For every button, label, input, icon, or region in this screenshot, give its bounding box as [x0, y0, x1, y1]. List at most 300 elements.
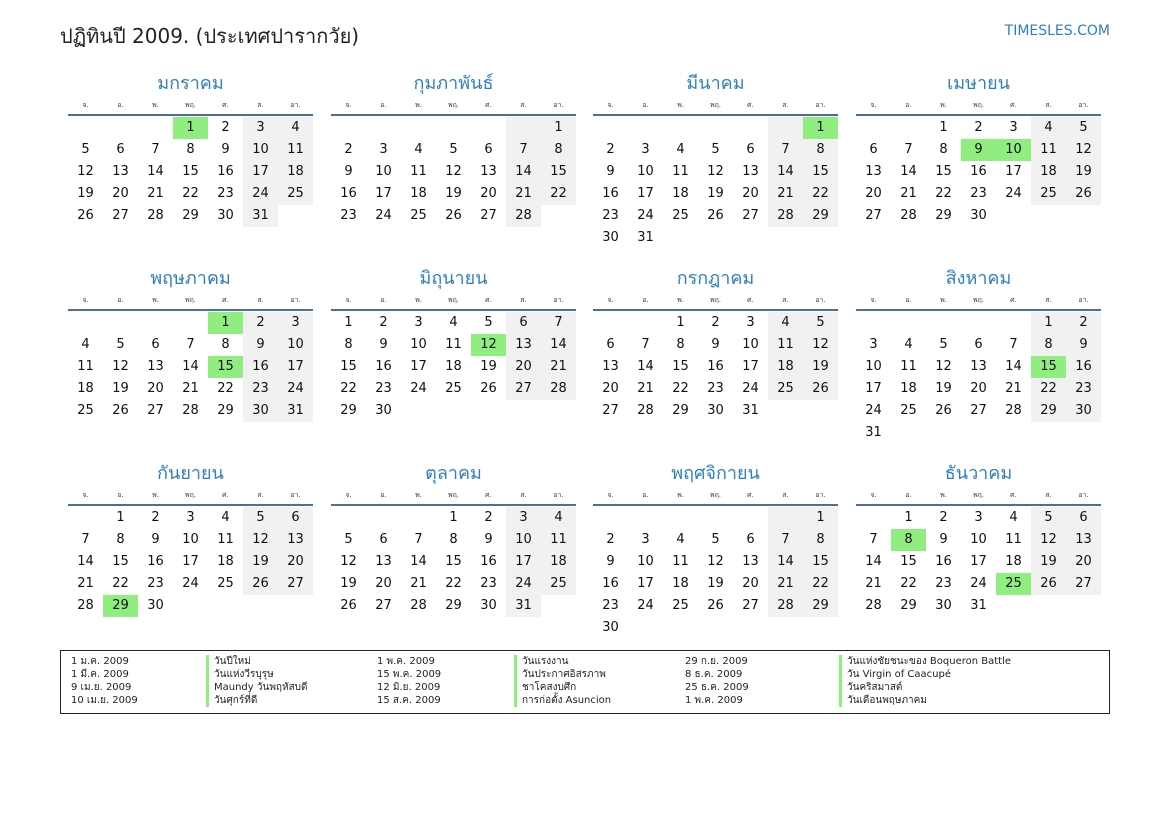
day-cell[interactable]: 30 — [970, 208, 987, 223]
day-cell[interactable]: 11 — [900, 359, 917, 374]
day-cell[interactable]: 30 — [375, 403, 392, 418]
day-cell[interactable]: 28 — [147, 208, 164, 223]
day-cell[interactable]: 9 — [221, 142, 230, 157]
day-cell[interactable]: 18 — [900, 381, 917, 396]
day-cell[interactable]: 5 — [711, 142, 720, 157]
day-cell[interactable]: 12 — [243, 529, 278, 551]
day-cell[interactable]: 14 — [1005, 359, 1022, 374]
day-cell[interactable]: 21 — [541, 356, 576, 378]
day-cell[interactable]: 6 — [606, 337, 615, 352]
day-cell[interactable]: 26 — [340, 598, 357, 613]
day-cell[interactable]: 13 — [865, 164, 882, 179]
day-cell[interactable]: 22 — [182, 186, 199, 201]
day-cell[interactable]: 12 — [340, 554, 357, 569]
day-cell[interactable]: 26 — [803, 378, 838, 400]
day-cell[interactable]: 10 — [970, 532, 987, 547]
day-cell[interactable]: 30 — [217, 208, 234, 223]
day-cell[interactable]: 27 — [506, 378, 541, 400]
day-cell[interactable]: 10 — [637, 164, 654, 179]
day-cell[interactable]: 23 — [935, 576, 952, 591]
day-cell[interactable]: 28 — [541, 378, 576, 400]
day-cell[interactable]: 24 — [970, 576, 987, 591]
day-cell[interactable]: 2 — [606, 142, 615, 157]
day-cell[interactable]: 25 — [900, 403, 917, 418]
day-cell[interactable]: 16 — [602, 186, 619, 201]
day-cell[interactable]: 9 — [606, 164, 615, 179]
day-cell[interactable]: 27 — [970, 403, 987, 418]
day-cell[interactable]: 17 — [375, 186, 392, 201]
day-cell[interactable]: 16 — [1066, 356, 1101, 378]
day-cell[interactable]: 29 — [445, 598, 462, 613]
day-cell[interactable]: 21 — [147, 186, 164, 201]
day-cell[interactable]: 6 — [484, 142, 493, 157]
day-cell[interactable]: 1 — [1031, 312, 1066, 334]
day-cell[interactable]: 29 — [672, 403, 689, 418]
day-cell[interactable]: 8 — [803, 139, 838, 161]
day-cell[interactable]: 29 — [340, 403, 357, 418]
day-cell[interactable]: 2 — [221, 120, 230, 135]
day-cell[interactable]: 26 — [112, 403, 129, 418]
day-cell[interactable]: 13 — [112, 164, 129, 179]
day-cell[interactable]: 7 — [869, 532, 878, 547]
day-cell[interactable]: 8 — [449, 532, 458, 547]
day-cell[interactable]: 3 — [506, 507, 541, 529]
day-cell[interactable]: 18 — [672, 186, 689, 201]
day-cell[interactable]: 5 — [803, 312, 838, 334]
day-cell[interactable]: 29 — [182, 208, 199, 223]
day-cell[interactable]: 7 — [904, 142, 913, 157]
day-cell[interactable]: 12 — [707, 554, 724, 569]
day-cell[interactable]: 24 — [410, 381, 427, 396]
day-cell[interactable]: 28 — [77, 598, 94, 613]
day-cell[interactable]: 19 — [1031, 551, 1066, 573]
day-cell[interactable]: 25 — [672, 208, 689, 223]
day-cell[interactable]: 23 — [217, 186, 234, 201]
day-cell[interactable]: 19 — [707, 576, 724, 591]
day-cell[interactable]: 28 — [506, 205, 541, 227]
day-cell[interactable]: 21 — [410, 576, 427, 591]
day-cell[interactable]: 4 — [278, 117, 313, 139]
day-cell[interactable]: 8 — [541, 139, 576, 161]
day-cell[interactable]: 24 — [637, 208, 654, 223]
day-cell[interactable]: 1 — [116, 510, 125, 525]
day-cell[interactable]: 5 — [81, 142, 90, 157]
day-cell[interactable]: 2 — [379, 315, 388, 330]
day-cell[interactable]: 21 — [637, 381, 654, 396]
day-cell[interactable]: 5 — [1066, 117, 1101, 139]
day-cell[interactable]: 27 — [480, 208, 497, 223]
day-cell[interactable]: 18 — [77, 381, 94, 396]
day-cell[interactable]: 19 — [340, 576, 357, 591]
day-cell[interactable]: 16 — [707, 359, 724, 374]
day-cell[interactable]: 22 — [803, 183, 838, 205]
day-cell[interactable]: 23 — [340, 208, 357, 223]
day-cell[interactable]: 29 — [217, 403, 234, 418]
day-cell[interactable]: 18 — [278, 161, 313, 183]
day-cell[interactable]: 8 — [939, 142, 948, 157]
day-cell[interactable]: 12 — [935, 359, 952, 374]
day-cell[interactable]: 20 — [602, 381, 619, 396]
day-cell[interactable]: 27 — [278, 573, 313, 595]
day-cell[interactable]: 15 — [541, 161, 576, 183]
day-cell[interactable]: 6 — [151, 337, 160, 352]
day-cell[interactable]: 8 — [344, 337, 353, 352]
day-cell[interactable]: 18 — [1005, 554, 1022, 569]
day-cell[interactable]: 20 — [375, 576, 392, 591]
day-cell[interactable]: 25 — [445, 381, 462, 396]
day-cell[interactable]: 14 — [506, 161, 541, 183]
day-cell[interactable]: 21 — [768, 183, 803, 205]
day-cell[interactable]: 24 — [1005, 186, 1022, 201]
day-cell[interactable]: 4 — [81, 337, 90, 352]
day-cell[interactable]: 24 — [278, 378, 313, 400]
day-cell[interactable]: 14 — [410, 554, 427, 569]
day-cell[interactable]: 16 — [970, 164, 987, 179]
day-cell[interactable]: 5 — [484, 315, 493, 330]
day-cell[interactable]: 27 — [112, 208, 129, 223]
day-cell[interactable]: 19 — [803, 356, 838, 378]
day-cell[interactable]: 8 — [221, 337, 230, 352]
day-cell[interactable]: 24 — [637, 598, 654, 613]
day-cell[interactable]: 13 — [742, 554, 759, 569]
day-cell[interactable]: 16 — [147, 554, 164, 569]
day-cell[interactable]: 1 — [939, 120, 948, 135]
day-cell[interactable]: 6 — [506, 312, 541, 334]
day-cell[interactable]: 7 — [541, 312, 576, 334]
day-cell[interactable]: 25 — [1031, 183, 1066, 205]
day-cell[interactable]: 22 — [112, 576, 129, 591]
day-cell[interactable]: 19 — [707, 186, 724, 201]
day-cell[interactable]: 14 — [77, 554, 94, 569]
day-cell[interactable]: 13 — [375, 554, 392, 569]
day-cell[interactable]: 3 — [414, 315, 423, 330]
day-cell[interactable]: 1 — [449, 510, 458, 525]
day-cell[interactable]: 14 — [147, 164, 164, 179]
day-cell[interactable]: 1 — [803, 117, 838, 139]
day-cell[interactable]: 26 — [935, 403, 952, 418]
day-cell[interactable]: 26 — [707, 598, 724, 613]
day-cell[interactable]: 9 — [344, 164, 353, 179]
day-cell[interactable]: 12 — [803, 334, 838, 356]
day-cell[interactable]: 16 — [375, 359, 392, 374]
day-cell[interactable]: 8 — [1031, 334, 1066, 356]
day-cell[interactable]: 1 — [173, 117, 208, 139]
day-cell[interactable]: 18 — [672, 576, 689, 591]
day-cell[interactable]: 8 — [116, 532, 125, 547]
day-cell[interactable]: 12 — [77, 164, 94, 179]
day-cell[interactable]: 20 — [1066, 551, 1101, 573]
day-cell[interactable]: 28 — [768, 595, 803, 617]
day-cell[interactable]: 19 — [112, 381, 129, 396]
day-cell[interactable]: 6 — [869, 142, 878, 157]
day-cell[interactable]: 30 — [707, 403, 724, 418]
day-cell[interactable]: 6 — [379, 532, 388, 547]
day-cell[interactable]: 10 — [996, 139, 1031, 161]
day-cell[interactable]: 20 — [506, 356, 541, 378]
day-cell[interactable]: 21 — [182, 381, 199, 396]
day-cell[interactable]: 30 — [602, 620, 619, 635]
day-cell[interactable]: 23 — [602, 598, 619, 613]
day-cell[interactable]: 7 — [186, 337, 195, 352]
day-cell[interactable]: 20 — [278, 551, 313, 573]
day-cell[interactable]: 22 — [803, 573, 838, 595]
day-cell[interactable]: 27 — [865, 208, 882, 223]
day-cell[interactable]: 17 — [278, 356, 313, 378]
day-cell[interactable]: 17 — [637, 576, 654, 591]
day-cell[interactable]: 2 — [939, 510, 948, 525]
day-cell[interactable]: 13 — [742, 164, 759, 179]
day-cell[interactable]: 22 — [672, 381, 689, 396]
day-cell[interactable]: 10 — [375, 164, 392, 179]
day-cell[interactable]: 15 — [900, 554, 917, 569]
day-cell[interactable]: 23 — [1066, 378, 1101, 400]
day-cell[interactable]: 11 — [1031, 139, 1066, 161]
day-cell[interactable]: 24 — [375, 208, 392, 223]
day-cell[interactable]: 11 — [672, 164, 689, 179]
day-cell[interactable]: 7 — [81, 532, 90, 547]
day-cell[interactable]: 10 — [278, 334, 313, 356]
day-cell[interactable]: 31 — [865, 425, 882, 440]
day-cell[interactable]: 23 — [147, 576, 164, 591]
day-cell[interactable]: 18 — [445, 359, 462, 374]
day-cell[interactable]: 8 — [891, 529, 926, 551]
day-cell[interactable]: 20 — [865, 186, 882, 201]
day-cell[interactable]: 29 — [103, 595, 138, 617]
day-cell[interactable]: 21 — [768, 573, 803, 595]
day-cell[interactable]: 11 — [445, 337, 462, 352]
day-cell[interactable]: 29 — [803, 205, 838, 227]
day-cell[interactable]: 1 — [541, 117, 576, 139]
day-cell[interactable]: 28 — [637, 403, 654, 418]
day-cell[interactable]: 19 — [935, 381, 952, 396]
day-cell[interactable]: 22 — [1031, 378, 1066, 400]
day-cell[interactable]: 31 — [243, 205, 278, 227]
day-cell[interactable]: 23 — [707, 381, 724, 396]
day-cell[interactable]: 30 — [935, 598, 952, 613]
day-cell[interactable]: 4 — [221, 510, 230, 525]
day-cell[interactable]: 31 — [278, 400, 313, 422]
day-cell[interactable]: 27 — [742, 598, 759, 613]
day-cell[interactable]: 23 — [602, 208, 619, 223]
day-cell[interactable]: 1 — [344, 315, 353, 330]
day-cell[interactable]: 7 — [414, 532, 423, 547]
day-cell[interactable]: 12 — [471, 334, 506, 356]
day-cell[interactable]: 14 — [768, 161, 803, 183]
day-cell[interactable]: 17 — [506, 551, 541, 573]
day-cell[interactable]: 16 — [217, 164, 234, 179]
day-cell[interactable]: 3 — [641, 532, 650, 547]
day-cell[interactable]: 3 — [869, 337, 878, 352]
day-cell[interactable]: 8 — [803, 529, 838, 551]
day-cell[interactable]: 25 — [77, 403, 94, 418]
day-cell[interactable]: 24 — [243, 183, 278, 205]
day-cell[interactable]: 10 — [182, 532, 199, 547]
day-cell[interactable]: 17 — [182, 554, 199, 569]
day-cell[interactable]: 5 — [243, 507, 278, 529]
day-cell[interactable]: 4 — [414, 142, 423, 157]
day-cell[interactable]: 15 — [208, 356, 243, 378]
day-cell[interactable]: 13 — [147, 359, 164, 374]
day-cell[interactable]: 16 — [935, 554, 952, 569]
day-cell[interactable]: 29 — [900, 598, 917, 613]
day-cell[interactable]: 24 — [742, 381, 759, 396]
day-cell[interactable]: 12 — [1066, 139, 1101, 161]
day-cell[interactable]: 20 — [112, 186, 129, 201]
day-cell[interactable]: 21 — [1005, 381, 1022, 396]
day-cell[interactable]: 19 — [243, 551, 278, 573]
day-cell[interactable]: 17 — [243, 161, 278, 183]
day-cell[interactable]: 5 — [344, 532, 353, 547]
day-cell[interactable]: 9 — [711, 337, 720, 352]
day-cell[interactable]: 9 — [606, 554, 615, 569]
day-cell[interactable]: 28 — [865, 598, 882, 613]
day-cell[interactable]: 7 — [151, 142, 160, 157]
day-cell[interactable]: 25 — [541, 573, 576, 595]
day-cell[interactable]: 6 — [746, 532, 755, 547]
day-cell[interactable]: 12 — [707, 164, 724, 179]
day-cell[interactable]: 18 — [217, 554, 234, 569]
day-cell[interactable]: 28 — [900, 208, 917, 223]
day-cell[interactable]: 17 — [1005, 164, 1022, 179]
day-cell[interactable]: 30 — [243, 400, 278, 422]
day-cell[interactable]: 15 — [340, 359, 357, 374]
day-cell[interactable]: 17 — [970, 554, 987, 569]
day-cell[interactable]: 5 — [116, 337, 125, 352]
day-cell[interactable]: 4 — [1031, 117, 1066, 139]
day-cell[interactable]: 19 — [1066, 161, 1101, 183]
day-cell[interactable]: 10 — [243, 139, 278, 161]
day-cell[interactable]: 22 — [445, 576, 462, 591]
day-cell[interactable]: 2 — [344, 142, 353, 157]
day-cell[interactable]: 7 — [1009, 337, 1018, 352]
day-cell[interactable]: 28 — [410, 598, 427, 613]
day-cell[interactable]: 24 — [865, 403, 882, 418]
day-cell[interactable]: 9 — [243, 334, 278, 356]
day-cell[interactable]: 4 — [449, 315, 458, 330]
day-cell[interactable]: 25 — [996, 573, 1031, 595]
day-cell[interactable]: 30 — [147, 598, 164, 613]
day-cell[interactable]: 9 — [484, 532, 493, 547]
day-cell[interactable]: 27 — [375, 598, 392, 613]
day-cell[interactable]: 21 — [900, 186, 917, 201]
day-cell[interactable]: 13 — [1066, 529, 1101, 551]
day-cell[interactable]: 13 — [506, 334, 541, 356]
day-cell[interactable]: 2 — [1066, 312, 1101, 334]
day-cell[interactable]: 21 — [865, 576, 882, 591]
day-cell[interactable]: 21 — [77, 576, 94, 591]
day-cell[interactable]: 8 — [676, 337, 685, 352]
day-cell[interactable]: 1 — [904, 510, 913, 525]
day-cell[interactable]: 22 — [935, 186, 952, 201]
day-cell[interactable]: 7 — [768, 139, 803, 161]
day-cell[interactable]: 6 — [746, 142, 755, 157]
day-cell[interactable]: 5 — [939, 337, 948, 352]
day-cell[interactable]: 28 — [1005, 403, 1022, 418]
day-cell[interactable]: 2 — [606, 532, 615, 547]
day-cell[interactable]: 6 — [974, 337, 983, 352]
day-cell[interactable]: 15 — [445, 554, 462, 569]
day-cell[interactable]: 18 — [768, 356, 803, 378]
day-cell[interactable]: 26 — [445, 208, 462, 223]
day-cell[interactable]: 30 — [1066, 400, 1101, 422]
day-cell[interactable]: 23 — [243, 378, 278, 400]
day-cell[interactable]: 6 — [116, 142, 125, 157]
day-cell[interactable]: 7 — [768, 529, 803, 551]
day-cell[interactable]: 24 — [506, 573, 541, 595]
day-cell[interactable]: 29 — [1031, 400, 1066, 422]
day-cell[interactable]: 31 — [637, 230, 654, 245]
day-cell[interactable]: 3 — [974, 510, 983, 525]
day-cell[interactable]: 7 — [506, 139, 541, 161]
day-cell[interactable]: 2 — [974, 120, 983, 135]
day-cell[interactable]: 26 — [1066, 183, 1101, 205]
day-cell[interactable]: 3 — [641, 142, 650, 157]
day-cell[interactable]: 9 — [1066, 334, 1101, 356]
day-cell[interactable]: 2 — [243, 312, 278, 334]
day-cell[interactable]: 1 — [676, 315, 685, 330]
day-cell[interactable]: 5 — [1031, 507, 1066, 529]
day-cell[interactable]: 21 — [506, 183, 541, 205]
day-cell[interactable]: 25 — [278, 183, 313, 205]
day-cell[interactable]: 10 — [865, 359, 882, 374]
day-cell[interactable]: 11 — [768, 334, 803, 356]
day-cell[interactable]: 14 — [182, 359, 199, 374]
day-cell[interactable]: 4 — [541, 507, 576, 529]
day-cell[interactable]: 3 — [746, 315, 755, 330]
day-cell[interactable]: 11 — [672, 554, 689, 569]
day-cell[interactable]: 20 — [742, 576, 759, 591]
day-cell[interactable]: 20 — [480, 186, 497, 201]
day-cell[interactable]: 25 — [672, 598, 689, 613]
day-cell[interactable]: 4 — [768, 312, 803, 334]
day-cell[interactable]: 3 — [379, 142, 388, 157]
day-cell[interactable]: 25 — [217, 576, 234, 591]
day-cell[interactable]: 4 — [1009, 510, 1018, 525]
day-cell[interactable]: 13 — [602, 359, 619, 374]
day-cell[interactable]: 15 — [182, 164, 199, 179]
day-cell[interactable]: 17 — [865, 381, 882, 396]
day-cell[interactable]: 13 — [970, 359, 987, 374]
day-cell[interactable]: 18 — [1031, 161, 1066, 183]
day-cell[interactable]: 29 — [803, 595, 838, 617]
day-cell[interactable]: 15 — [672, 359, 689, 374]
day-cell[interactable]: 16 — [480, 554, 497, 569]
day-cell[interactable]: 10 — [742, 337, 759, 352]
day-cell[interactable]: 19 — [77, 186, 94, 201]
day-cell[interactable]: 17 — [637, 186, 654, 201]
day-cell[interactable]: 20 — [970, 381, 987, 396]
day-cell[interactable]: 31 — [742, 403, 759, 418]
day-cell[interactable]: 27 — [602, 403, 619, 418]
day-cell[interactable]: 26 — [1031, 573, 1066, 595]
day-cell[interactable]: 12 — [445, 164, 462, 179]
day-cell[interactable]: 18 — [541, 551, 576, 573]
day-cell[interactable]: 27 — [147, 403, 164, 418]
day-cell[interactable]: 9 — [939, 532, 948, 547]
day-cell[interactable]: 11 — [410, 164, 427, 179]
day-cell[interactable]: 15 — [803, 551, 838, 573]
day-cell[interactable]: 15 — [935, 164, 952, 179]
day-cell[interactable]: 22 — [340, 381, 357, 396]
day-cell[interactable]: 4 — [904, 337, 913, 352]
day-cell[interactable]: 11 — [1005, 532, 1022, 547]
day-cell[interactable]: 9 — [379, 337, 388, 352]
day-cell[interactable]: 11 — [77, 359, 94, 374]
day-cell[interactable]: 3 — [243, 117, 278, 139]
day-cell[interactable]: 11 — [217, 532, 234, 547]
day-cell[interactable]: 25 — [768, 378, 803, 400]
day-cell[interactable]: 16 — [602, 576, 619, 591]
